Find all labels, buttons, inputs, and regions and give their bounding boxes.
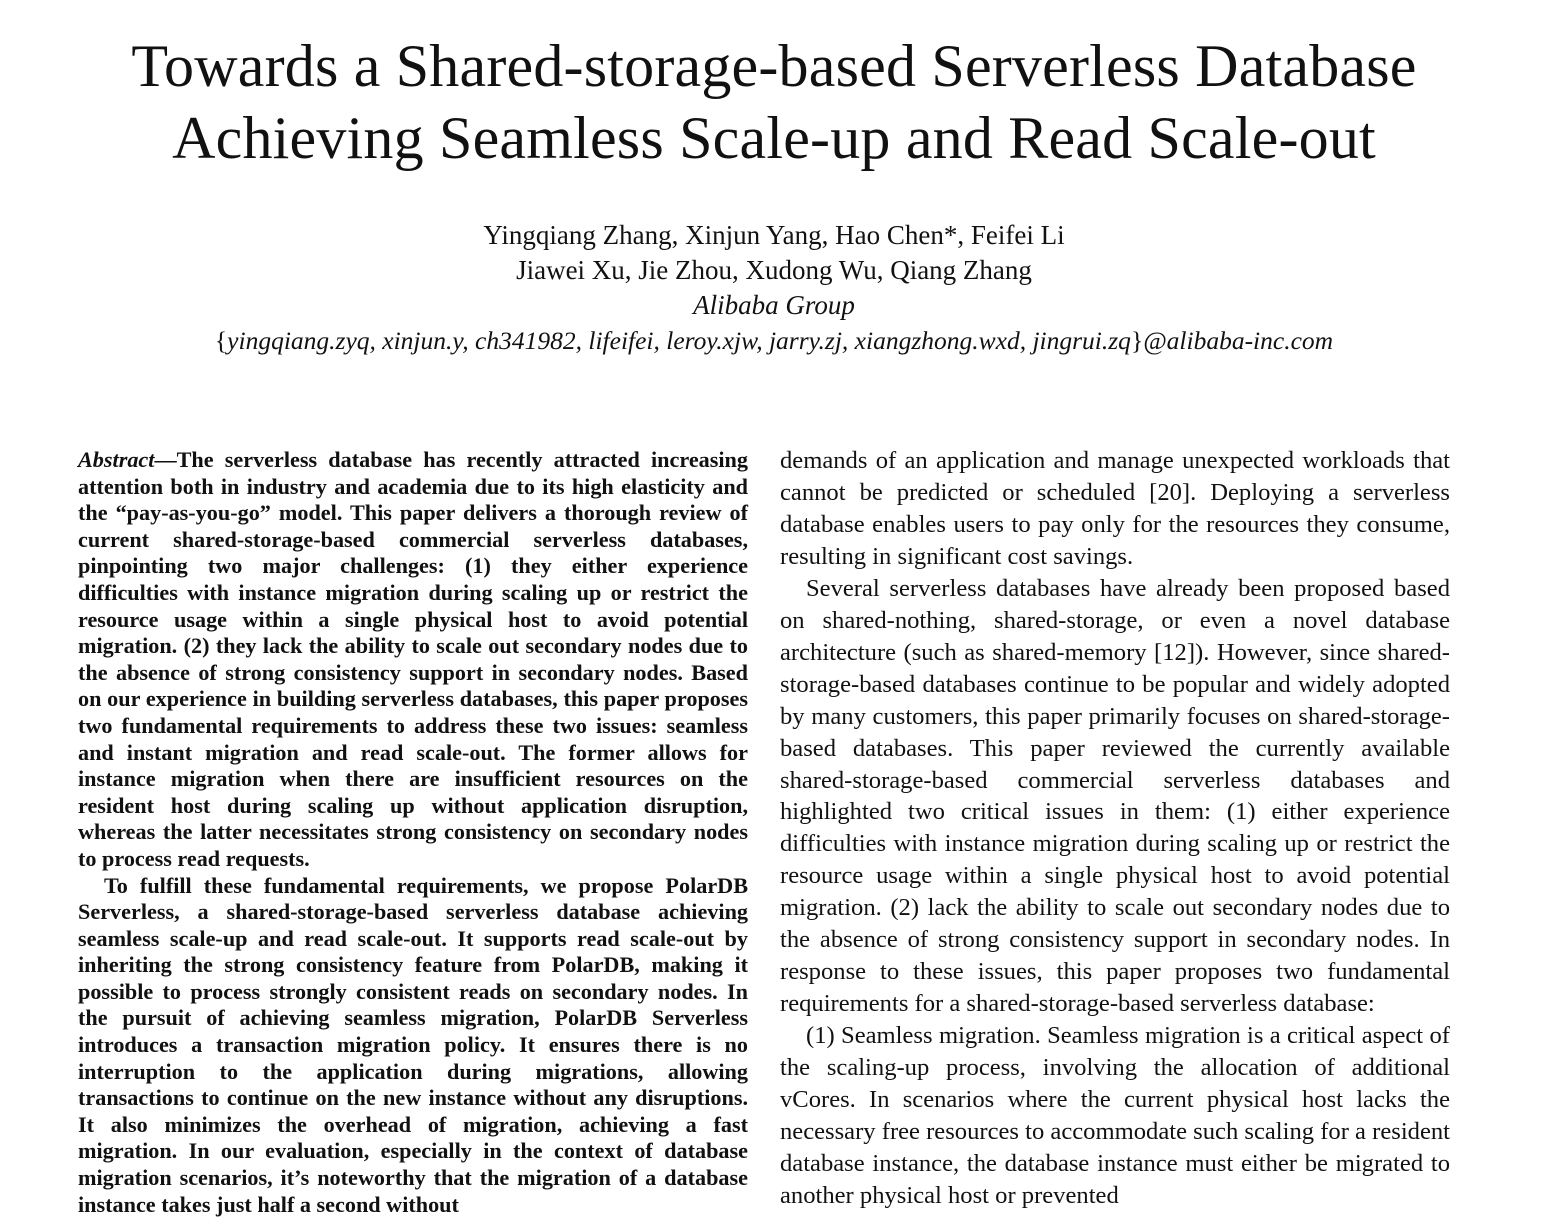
body-paragraph-3: (1) Seamless migration. Seamless migration is a critical aspect of the scaling-up process, involving the allocation of additional vCores. In scenarios where the current physical host lacks the necessary free resources to accommodate such scaling for a resident database instance, the database instance must either be migrated to another physical host or prevented <box>780 1022 1450 1209</box>
authors-line-1: Yingqiang Zhang, Xinjun Yang, Hao Chen*, Feifei Li <box>483 220 1065 250</box>
paper-title <box>0 30 1548 174</box>
abstract-text-1: The serverless database has recently attracted increasing attention both in industry and academia due to its high elasticity and the “pay-as-you-go” model. This paper delivers a thorough review of current shared-storage-based commercial serverless databases, pinpointing two major challenges: (1) they either experience difficulties with instance migration during scaling up or restrict the resource usage within a single physical host to avoid potential migration. (2) they lack the ability to scale out secondary nodes due to the absence of strong consistency support in secondary nodes. Based on our experience in building serverless databases, this paper proposes two fundamental requirements to address these two issues: seamless and instant migration and read scale-out. The former allows for instance migration when there are insufficient resources on the resident host during scaling up without application disruption, whereas the latter necessitates strong consistency on secondary nodes to process read requests. <box>78 447 748 871</box>
emails-domain: @alibaba-inc.com <box>1143 326 1334 355</box>
authors-line-2: Jiawei Xu, Jie Zhou, Xudong Wu, Qiang Zhang <box>516 255 1032 285</box>
abstract-label: Abstract <box>78 447 155 472</box>
affiliation: Alibaba Group <box>693 290 855 320</box>
emails-list: yingqiang.zyq, xinjun.y, ch341982, lifeifei, leroy.xjw, jarry.zj, xiangzhong.wxd, jingrui.zq <box>227 326 1131 355</box>
title-line-2: Achieving Seamless Scale-up and Read Scale-out <box>172 105 1376 171</box>
body-paragraph-1: demands of an application and manage unexpected workloads that cannot be predicted or scheduled [20]. Deploying a serverless database enables users to pay only for the resources they consume, resulting in significant cost savings. <box>780 447 1450 570</box>
emails-brace-close: } <box>1130 326 1144 355</box>
author-block <box>0 218 1548 358</box>
title-line-1: Towards a Shared-storage-based Serverless Database <box>131 33 1417 99</box>
abstract-column <box>78 447 748 1218</box>
author-emails <box>0 323 1548 358</box>
body-column <box>780 445 1450 1212</box>
emails-brace-open: { <box>214 326 228 355</box>
abstract-paragraph-1 <box>78 447 748 873</box>
abstract-dash: — <box>154 447 177 472</box>
abstract-paragraph-2: To fulfill these fundamental requirements, we propose PolarDB Serverless, a shared-storage-based serverless database achieving seamless scale-up and read scale-out. It supports read scale-out by inheriting the strong consistency feature from PolarDB, making it possible to process strongly consistent reads on secondary nodes. In the pursuit of achieving seamless migration, PolarDB Serverless introduces a transaction migration policy. It ensures there is no interruption to the application during migrations, allowing transactions to continue on the new instance without any disruptions. It also minimizes the overhead of migration, achieving a fast migration. In our evaluation, especially in the context of database migration scenarios, it’s noteworthy that the migration of a database instance takes just half a second without <box>78 872 748 1217</box>
body-paragraph-2: Several serverless databases have already been proposed based on shared-nothing, shared-storage, or even a novel database architecture (such as shared-memory [12]). However, since shared-storage-based databases continue to be popular and widely adopted by many customers, this paper primarily focuses on shared-storage-based databases. This paper reviewed the currently available shared-storage-based commercial serverless databases and highlighted two critical issues in them: (1) either experience difficulties with instance migration during scaling up or restrict the resource usage within a single physical host to avoid potential migration. (2) lack the ability to scale out secondary nodes due to the absence of strong consistency support in secondary nodes. In response to these issues, this paper proposes two fundamental requirements for a shared-storage-based serverless database: <box>780 574 1450 1018</box>
